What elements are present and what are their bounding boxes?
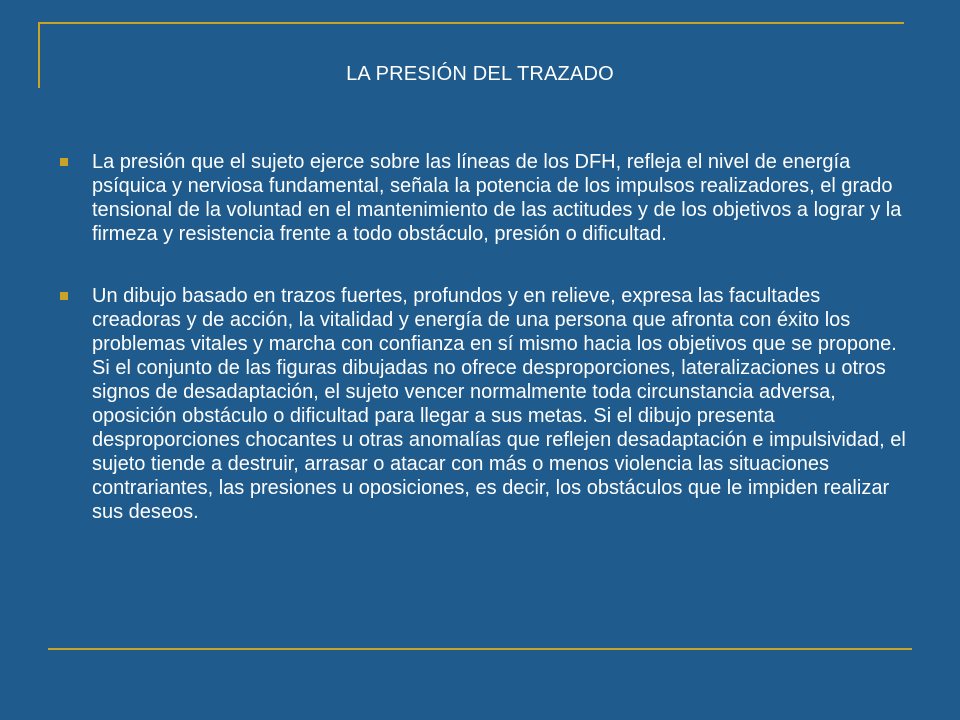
slide-title: LA PRESIÓN DEL TRAZADO: [346, 63, 614, 85]
bullet-item-1: [60, 150, 910, 246]
bullet-text-2: Un dibujo basado en trazos fuertes, profundos y en relieve, expresa las facultades creadoras y de acción, la vitalidad y energía de una persona que afronta con éxito los problemas vitales y marcha con confianza en sí mismo hacia los objetivos que se propone. Si el conjunto de las figuras dibujadas no ofrece desproporciones, lateralizaciones u otros signos de desadaptación, el sujeto vencer normalmente toda circunstancia adversa, oposición obstáculo o dificultad para llegar a sus metas. Si el dibujo presenta desproporciones chocantes u otras anomalías que reflejen desadaptación e impulsividad, el sujeto tiende a destruir, arrasar o atacar con más o menos violencia las situaciones contrariantes, las presiones u oposiciones, es decir, los obstáculos que le impiden realizar sus deseos.: [92, 285, 906, 523]
bullet-item-2: [60, 284, 910, 524]
bullet-text-1: La presión que el sujeto ejerce sobre las líneas de los DFH, refleja el nivel de energía psíquica y nerviosa fundamental, señala la potencia de los impulsos realizadores, el grado tensional de la voluntad en el mantenimiento de las actitudes y de los objetivos a lograr y la firmeza y resistencia frente a todo obstáculo, presión o dificultad.: [92, 151, 902, 245]
bottom-accent-rule: [48, 648, 912, 650]
square-bullet-icon: [60, 158, 68, 166]
square-bullet-icon: [60, 292, 68, 300]
bullet-list: [60, 150, 910, 562]
top-accent-rule: [40, 22, 904, 24]
